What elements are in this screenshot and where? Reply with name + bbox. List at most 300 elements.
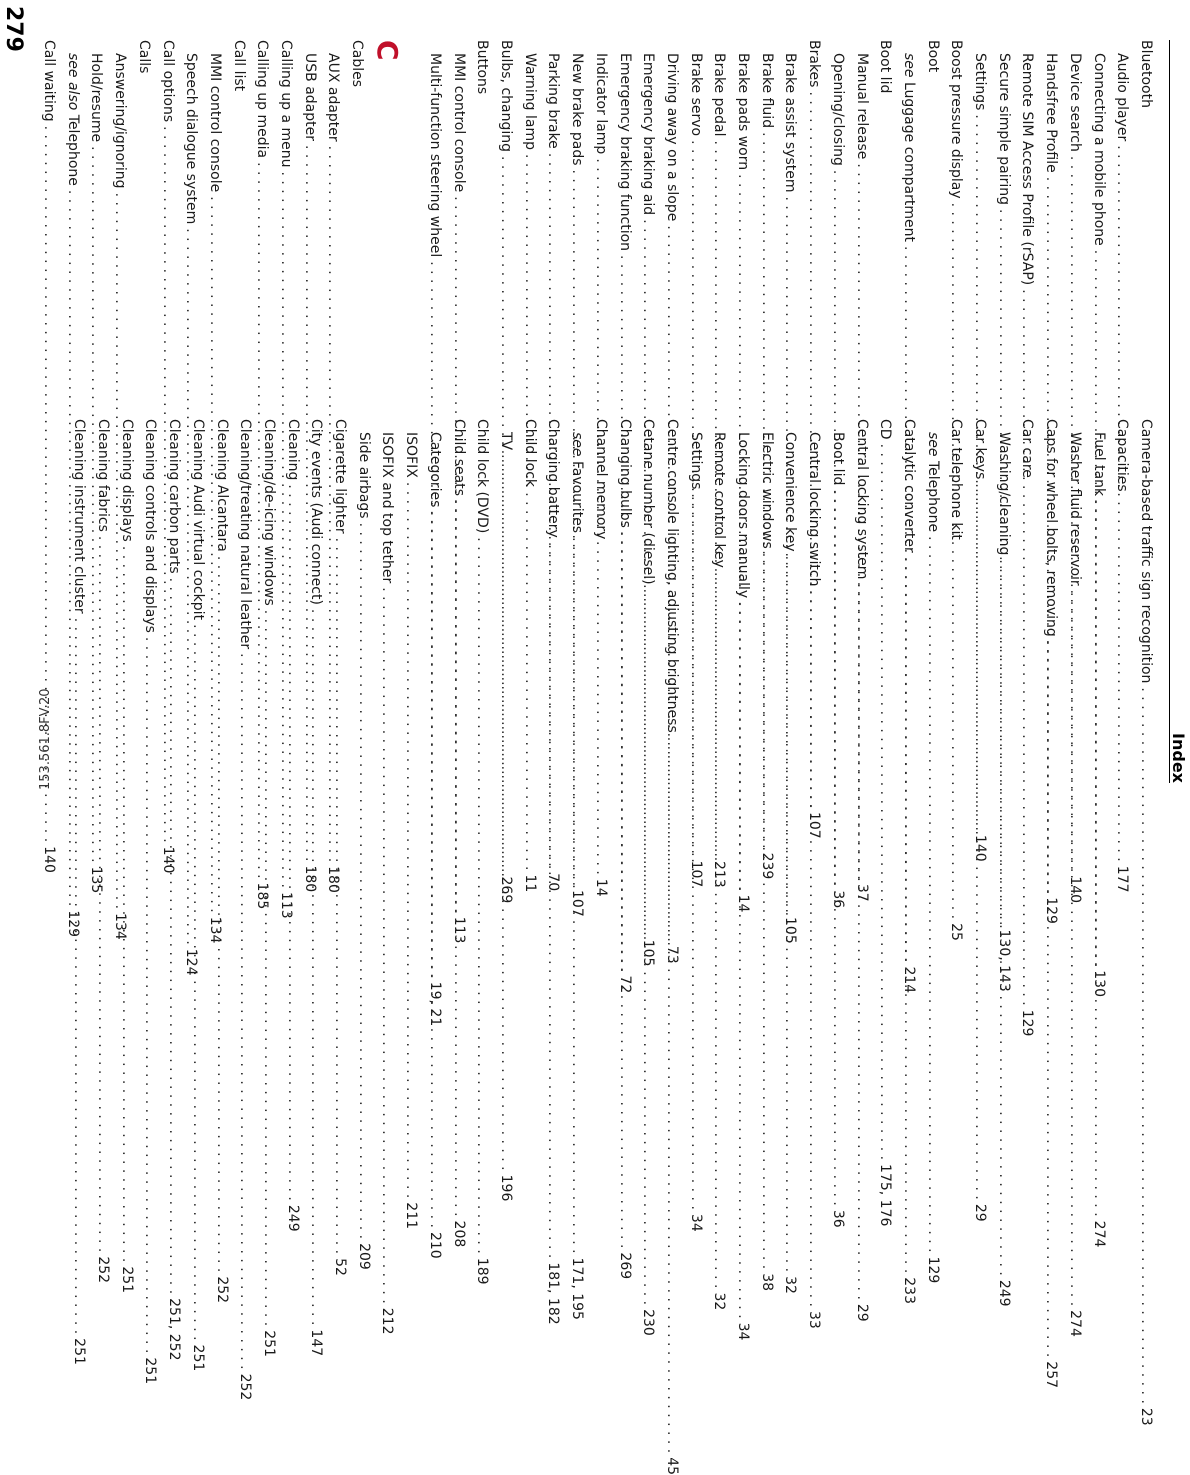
entry-label: Side airbags xyxy=(355,432,372,519)
entry-term xyxy=(304,419,328,605)
index-entry xyxy=(131,40,155,366)
entry-page-ref: 107 xyxy=(569,890,586,917)
entry-page-ref: 257 xyxy=(1043,1361,1060,1389)
leader-dots xyxy=(256,606,280,1330)
entry-page-ref: 210 xyxy=(426,1231,443,1259)
leader-dots xyxy=(636,585,660,1309)
entry-page-ref: 249 xyxy=(284,1204,301,1232)
entry-term xyxy=(707,432,731,568)
index-entry xyxy=(825,419,849,1228)
entry-term xyxy=(849,53,873,159)
entry-page-ref: 177 xyxy=(1114,865,1131,893)
entry-label: Child seats xyxy=(450,419,467,497)
leader-dots xyxy=(541,538,565,1262)
entry-label: Boot lid xyxy=(877,40,894,94)
index-entry xyxy=(1133,40,1157,366)
entry-page-ref: 239 xyxy=(758,852,775,880)
entry-page-ref: 251, 252 xyxy=(166,1298,183,1361)
entry-term xyxy=(1015,419,1039,478)
entry-page-ref: 72 xyxy=(616,975,633,994)
leader-dots xyxy=(825,485,849,1209)
entry-label: Cleaning xyxy=(284,419,301,481)
leader-dots xyxy=(422,507,446,1231)
entry-term xyxy=(588,419,612,539)
leader-dots xyxy=(185,620,209,1344)
entry-label: Cleaning controls and displays xyxy=(142,419,159,633)
index-entry xyxy=(226,40,250,366)
entry-term xyxy=(541,419,565,538)
entry-label: Central locking switch xyxy=(806,432,823,587)
entry-page-ref: 211 xyxy=(403,1202,420,1230)
entry-label: Central locking system xyxy=(853,419,870,580)
entry-term xyxy=(730,432,754,598)
page-title: Index xyxy=(1169,733,1188,783)
entry-label: Boot xyxy=(924,40,941,73)
entry-page-ref: 252 xyxy=(237,1373,254,1401)
entry-page-ref: 214 xyxy=(900,966,917,994)
leader-dots xyxy=(564,533,588,1257)
entry-page-ref: 180 xyxy=(301,865,318,893)
entry-page-ref: 124 xyxy=(183,948,200,976)
index-entry xyxy=(470,419,494,1285)
entry-label: Washing/cleaning xyxy=(995,432,1012,556)
entry-label: Luggage compartment xyxy=(900,81,917,242)
entry-label: Brake pads worn xyxy=(735,53,752,171)
entry-term xyxy=(185,419,209,620)
entry-page-ref: 129 xyxy=(1019,1009,1036,1037)
entry-term xyxy=(273,40,297,167)
entry-term xyxy=(1110,419,1134,492)
index-entry xyxy=(345,40,369,366)
entry-page-ref: 189 xyxy=(474,1257,491,1285)
entry-label: Charging battery xyxy=(545,419,562,538)
entry-term xyxy=(588,53,612,154)
entry-term xyxy=(659,419,683,733)
entry-page-ref: 249 xyxy=(995,1279,1012,1307)
entry-page-ref: 185 xyxy=(254,882,271,910)
leader-dots xyxy=(873,440,897,1164)
entry-term xyxy=(517,53,541,150)
leader-dots xyxy=(778,552,802,1276)
entry-label: Cleaning instrument cluster xyxy=(71,419,88,614)
entry-page-ref: 130 xyxy=(1090,970,1107,997)
index-entry xyxy=(920,40,944,366)
entry-label: Cables xyxy=(349,40,366,88)
index-entry xyxy=(1133,419,1157,1426)
index-entry xyxy=(920,419,944,1284)
leader-dots xyxy=(399,478,423,1202)
entry-page-ref: 113 xyxy=(450,916,467,944)
entry-label: Favourites xyxy=(569,460,586,534)
entry-page-ref: 135 xyxy=(88,866,105,894)
entry-label: Emergency braking function xyxy=(616,53,633,252)
entry-term xyxy=(920,432,944,532)
entry-label: Caps for wheel bolts, removing xyxy=(1043,419,1060,637)
entry-label: Connecting a mobile phone xyxy=(1090,53,1107,246)
entry-label: Remote control key xyxy=(711,432,728,568)
entry-label: TV xyxy=(498,432,515,451)
entry-label: Capacities xyxy=(1114,419,1131,492)
entry-page-ref: 36 xyxy=(829,890,846,909)
entry-term xyxy=(707,53,731,136)
leader-dots xyxy=(1062,586,1086,1310)
leader-dots xyxy=(470,533,494,1257)
entry-term xyxy=(422,53,446,257)
leader-dots xyxy=(801,586,825,1310)
entry-page-ref: 19, 21 xyxy=(426,981,443,1027)
entry-page-ref: 196 xyxy=(498,1174,515,1202)
entry-term xyxy=(612,53,636,251)
entry-label: Opening/closing xyxy=(829,53,846,166)
entry-page-ref: 70 xyxy=(545,873,562,892)
entry-label: Bluetooth xyxy=(1138,40,1154,108)
index-entry xyxy=(233,419,257,1401)
leader-dots xyxy=(327,534,351,1258)
entry-page-ref: 140 xyxy=(41,846,58,873)
header-rule xyxy=(1169,40,1170,783)
entry-label: Boot lid xyxy=(829,432,846,486)
entry-page-ref: 36 xyxy=(829,1209,846,1228)
entry-label: USB adapter xyxy=(301,53,318,141)
entry-page-ref: 113 xyxy=(278,891,295,919)
entry-page-ref: 45 xyxy=(663,1457,680,1475)
entry-label: Call list xyxy=(230,40,247,92)
entry-page-ref: 252 xyxy=(213,1276,230,1304)
entry-term xyxy=(202,53,226,192)
entry-term xyxy=(233,419,257,649)
entry-page-ref: 251 xyxy=(71,1338,88,1365)
leader-dots xyxy=(1038,637,1062,1361)
entry-label: Cleaning/de-icing windows xyxy=(260,419,277,606)
entry-label: Locking doors manually xyxy=(735,432,752,599)
entry-term xyxy=(161,419,185,574)
entry-page-ref: 213 xyxy=(711,860,728,888)
leader-dots xyxy=(612,528,636,1252)
entry-page-ref: 251 xyxy=(260,1330,277,1357)
entry-label: ISOFIX xyxy=(403,432,420,478)
index-entry xyxy=(944,419,968,745)
leader-dots xyxy=(707,568,731,1292)
entry-label: City events (Audi connect) xyxy=(308,419,325,605)
entry-page-ref: 171, 195 xyxy=(569,1257,586,1320)
entry-label: Telephone xyxy=(64,114,81,186)
entry-page-ref: 274 xyxy=(1090,1220,1107,1248)
entry-label: MMI control console xyxy=(450,53,467,193)
entry-label: Telephone xyxy=(924,460,941,533)
entry-term xyxy=(470,419,494,533)
entry-term xyxy=(375,432,399,583)
entry-term xyxy=(327,419,351,534)
entry-term xyxy=(67,419,91,614)
entry-label: Car telephone kit xyxy=(948,419,965,540)
index-entry xyxy=(873,40,897,366)
entry-label: Brake servo xyxy=(687,53,704,137)
entry-term xyxy=(517,419,541,487)
entry-page-ref: 140 xyxy=(159,846,176,874)
entry-term xyxy=(1062,53,1086,152)
leader-dots xyxy=(920,532,944,1256)
leader-dots xyxy=(90,532,114,1256)
entry-label: Buttons xyxy=(474,40,491,95)
entry-term xyxy=(1062,432,1086,586)
entry-term xyxy=(470,40,494,94)
entry-page-ref: 52 xyxy=(332,1258,349,1276)
entry-label: Cleaning fabrics xyxy=(95,419,112,532)
entry-label: Settings xyxy=(687,432,704,490)
leader-dots xyxy=(754,549,778,1273)
entry-page-ref: 251 xyxy=(189,1344,206,1372)
entry-term xyxy=(730,53,754,170)
entry-term xyxy=(920,40,944,72)
entry-page-ref: 14 xyxy=(592,878,609,897)
entry-page-ref: 73 xyxy=(663,945,680,964)
entry-term xyxy=(60,53,84,186)
entry-term xyxy=(138,419,162,633)
entry-page-ref: 32 xyxy=(711,1292,728,1311)
entry-term xyxy=(321,53,345,142)
entry-label: Bulbs, changing xyxy=(498,40,515,153)
entry-label: Warning lamp xyxy=(521,53,538,151)
entry-term xyxy=(1086,432,1110,496)
leader-dots xyxy=(304,605,328,1329)
entry-page-ref: 25 xyxy=(948,923,965,941)
entry-label: Categories xyxy=(426,432,443,508)
entry-page-ref: 251 xyxy=(118,1266,135,1294)
entry-term xyxy=(155,40,179,122)
entry-page-ref: 180 xyxy=(325,866,342,893)
entry-label: Call waiting xyxy=(41,40,58,122)
entry-term xyxy=(991,432,1015,555)
entry-term xyxy=(446,53,470,192)
entry-term xyxy=(209,419,233,552)
entry-label: Cleaning carbon parts xyxy=(166,419,183,574)
entry-label: Car care xyxy=(1019,419,1036,478)
entry-term xyxy=(683,432,707,489)
leader-dots xyxy=(849,579,873,1303)
entry-label: Hold/resume xyxy=(88,53,105,143)
entry-term xyxy=(90,419,114,532)
entry-page-ref: 274 xyxy=(1066,1310,1083,1337)
entry-page-ref: 140 xyxy=(1066,876,1083,904)
entry-label: Fuel tank xyxy=(1090,432,1107,497)
entry-page-ref: 208 xyxy=(450,1220,467,1248)
entry-term xyxy=(36,40,60,122)
entry-term xyxy=(256,419,280,606)
entry-label: Centre console lighting, adjusting brightness xyxy=(663,419,680,733)
entry-page-ref: 230 xyxy=(640,1309,657,1336)
entry-label: Boost pressure display xyxy=(948,40,965,199)
leader-dots xyxy=(1133,683,1157,1407)
leader-dots xyxy=(967,479,991,1203)
entry-page-ref: 252 xyxy=(95,1256,112,1284)
index-entry xyxy=(375,419,399,1335)
entry-term xyxy=(683,53,707,136)
entry-page-ref: 175, 176 xyxy=(877,1164,894,1227)
entry-label: Channel memory xyxy=(592,419,609,540)
entry-page-ref: 130, 143 xyxy=(995,929,1012,992)
entry-page-ref: 129 xyxy=(64,910,81,938)
entry-term xyxy=(896,419,920,553)
entry-term xyxy=(849,419,873,579)
entry-page-ref: 34 xyxy=(687,1213,704,1232)
section-gap xyxy=(406,40,422,366)
entry-term xyxy=(754,432,778,549)
entry-label: Answering/ignoring xyxy=(112,53,129,189)
entry-label: Changing bulbs xyxy=(616,419,633,528)
entry-term xyxy=(250,40,274,158)
entry-term xyxy=(446,419,470,496)
entry-label: Cetane number (diesel) xyxy=(640,419,657,585)
entry-term xyxy=(778,53,802,193)
entry-page-ref: 134 xyxy=(112,913,129,940)
document-code: 153.561.8FV.20 xyxy=(38,688,53,790)
entry-page-ref: 140 xyxy=(972,834,989,862)
leader-dots xyxy=(896,553,920,1277)
entry-term xyxy=(493,40,517,152)
leader-dots xyxy=(493,450,517,1174)
entry-term xyxy=(636,419,660,585)
entry-label: CD xyxy=(877,419,894,440)
index-entry xyxy=(1110,419,1134,745)
entry-term xyxy=(297,53,321,141)
entry-term xyxy=(991,53,1015,205)
entry-term xyxy=(179,53,203,224)
leader-dots xyxy=(351,519,375,1243)
entry-label: Remote SIM Access Profile (rSAP) xyxy=(1019,53,1036,286)
entry-label: Electric windows xyxy=(758,432,775,549)
leader-dots xyxy=(375,583,399,1307)
entry-term xyxy=(967,419,991,479)
entry-term xyxy=(1133,40,1157,108)
entry-label: Speech dialogue system xyxy=(183,53,200,225)
entry-page-ref: 107 xyxy=(687,860,704,888)
entry-term xyxy=(659,53,683,221)
index-entry xyxy=(351,419,375,1270)
entry-page-ref: 209 xyxy=(355,1243,372,1270)
entry-label: ISOFIX and top tether xyxy=(379,432,396,584)
entry-page-ref: 34 xyxy=(735,1322,752,1341)
see-reference: see also xyxy=(64,53,81,111)
entry-label: Multi-function steering wheel xyxy=(426,53,443,258)
entry-label: Brake pedal xyxy=(711,53,728,137)
entry-term xyxy=(399,432,423,478)
entry-label: Brake assist system xyxy=(782,53,799,193)
entry-label: Cleaning displays xyxy=(118,419,135,542)
entry-term xyxy=(345,40,369,87)
entry-label: Manual release xyxy=(853,53,870,160)
entry-label: Camera-based traffic sign recognition xyxy=(1138,419,1154,684)
entry-label: Cleaning Audi virtual cockpit xyxy=(189,419,206,621)
index-entry xyxy=(1015,419,1039,745)
index-entry xyxy=(399,419,423,1230)
entry-term xyxy=(1015,53,1039,285)
entry-label: MMI control console xyxy=(206,53,223,193)
entry-term xyxy=(873,40,897,93)
entry-label: Calling up a menu xyxy=(278,40,295,168)
entry-label: Calls xyxy=(135,40,152,74)
leader-dots xyxy=(209,552,233,1276)
entry-page-ref: 23 xyxy=(1138,1407,1154,1426)
leader-dots xyxy=(1086,496,1110,1220)
entry-page-ref: 105 xyxy=(640,939,657,967)
leader-dots xyxy=(138,633,162,1357)
entry-label: Driving away on a slope xyxy=(663,53,680,222)
leader-dots xyxy=(991,555,1015,1279)
entry-label: Child lock (DVD) xyxy=(474,419,491,534)
see-reference: see xyxy=(924,432,941,457)
entry-page-ref: 129 xyxy=(1043,897,1060,924)
entry-page-ref: 269 xyxy=(616,1252,633,1280)
entry-term xyxy=(967,53,991,110)
see-reference: see xyxy=(569,432,586,457)
entry-page-ref: 181, 182 xyxy=(545,1262,562,1325)
entry-term xyxy=(825,53,849,166)
entry-page-ref: 29 xyxy=(853,1303,870,1322)
index-entry xyxy=(873,419,897,1227)
entry-label: Washer fluid reservoir xyxy=(1066,432,1083,586)
entry-label: Calling up media xyxy=(254,40,271,159)
entry-page-ref: 32 xyxy=(782,1276,799,1294)
leader-dots xyxy=(659,733,683,1457)
index-entry xyxy=(517,419,541,745)
entry-term xyxy=(541,53,565,149)
entry-label: Child lock xyxy=(521,419,538,488)
entry-term xyxy=(896,53,920,242)
entry-label: Device search xyxy=(1066,53,1083,152)
entry-term xyxy=(944,40,968,199)
leader-dots xyxy=(730,598,754,1322)
entry-term xyxy=(84,53,108,142)
entry-label: Cleaning/treating natural leather xyxy=(237,419,254,650)
entry-term xyxy=(1133,419,1157,683)
entry-label: Parking brake xyxy=(545,53,562,149)
entry-page-ref: 233 xyxy=(900,1277,917,1304)
leader-dots xyxy=(446,496,470,1220)
entry-page-ref: 212 xyxy=(379,1307,396,1335)
index-entry xyxy=(588,419,612,745)
leader-dots xyxy=(67,614,91,1338)
entry-term xyxy=(873,419,897,440)
entry-term xyxy=(1110,53,1134,141)
entry-label: Brakes xyxy=(806,40,823,88)
leader-dots xyxy=(114,542,138,1266)
entry-label: Catalytic converter xyxy=(900,419,917,553)
entry-label: Secure simple pairing xyxy=(995,53,1012,206)
entry-page-ref: 134 xyxy=(206,916,223,944)
entry-term xyxy=(564,53,588,166)
entry-label: AUX adapter xyxy=(325,53,342,142)
entry-page-ref: 105 xyxy=(782,917,799,944)
entry-term xyxy=(1086,53,1110,246)
entry-page-ref: 14 xyxy=(735,894,752,913)
entry-label: Car keys xyxy=(972,419,989,480)
entry-term xyxy=(107,53,131,189)
entry-page-ref: 33 xyxy=(806,1310,823,1329)
leader-dots xyxy=(683,489,707,1213)
entry-term xyxy=(636,53,660,215)
entry-label: Convenience key xyxy=(782,432,799,552)
entry-term xyxy=(778,432,802,552)
see-reference: see xyxy=(900,53,917,78)
entry-label: Handsfree Profile xyxy=(1043,53,1060,173)
entry-page-ref: 107 xyxy=(806,811,823,839)
entry-term xyxy=(754,53,778,128)
entry-label: Settings xyxy=(972,53,989,111)
entry-label: Emergency braking aid xyxy=(640,53,657,216)
section-letter: C xyxy=(371,40,405,61)
entry-label: New brake pads xyxy=(569,53,586,166)
index-entry xyxy=(138,419,162,1385)
